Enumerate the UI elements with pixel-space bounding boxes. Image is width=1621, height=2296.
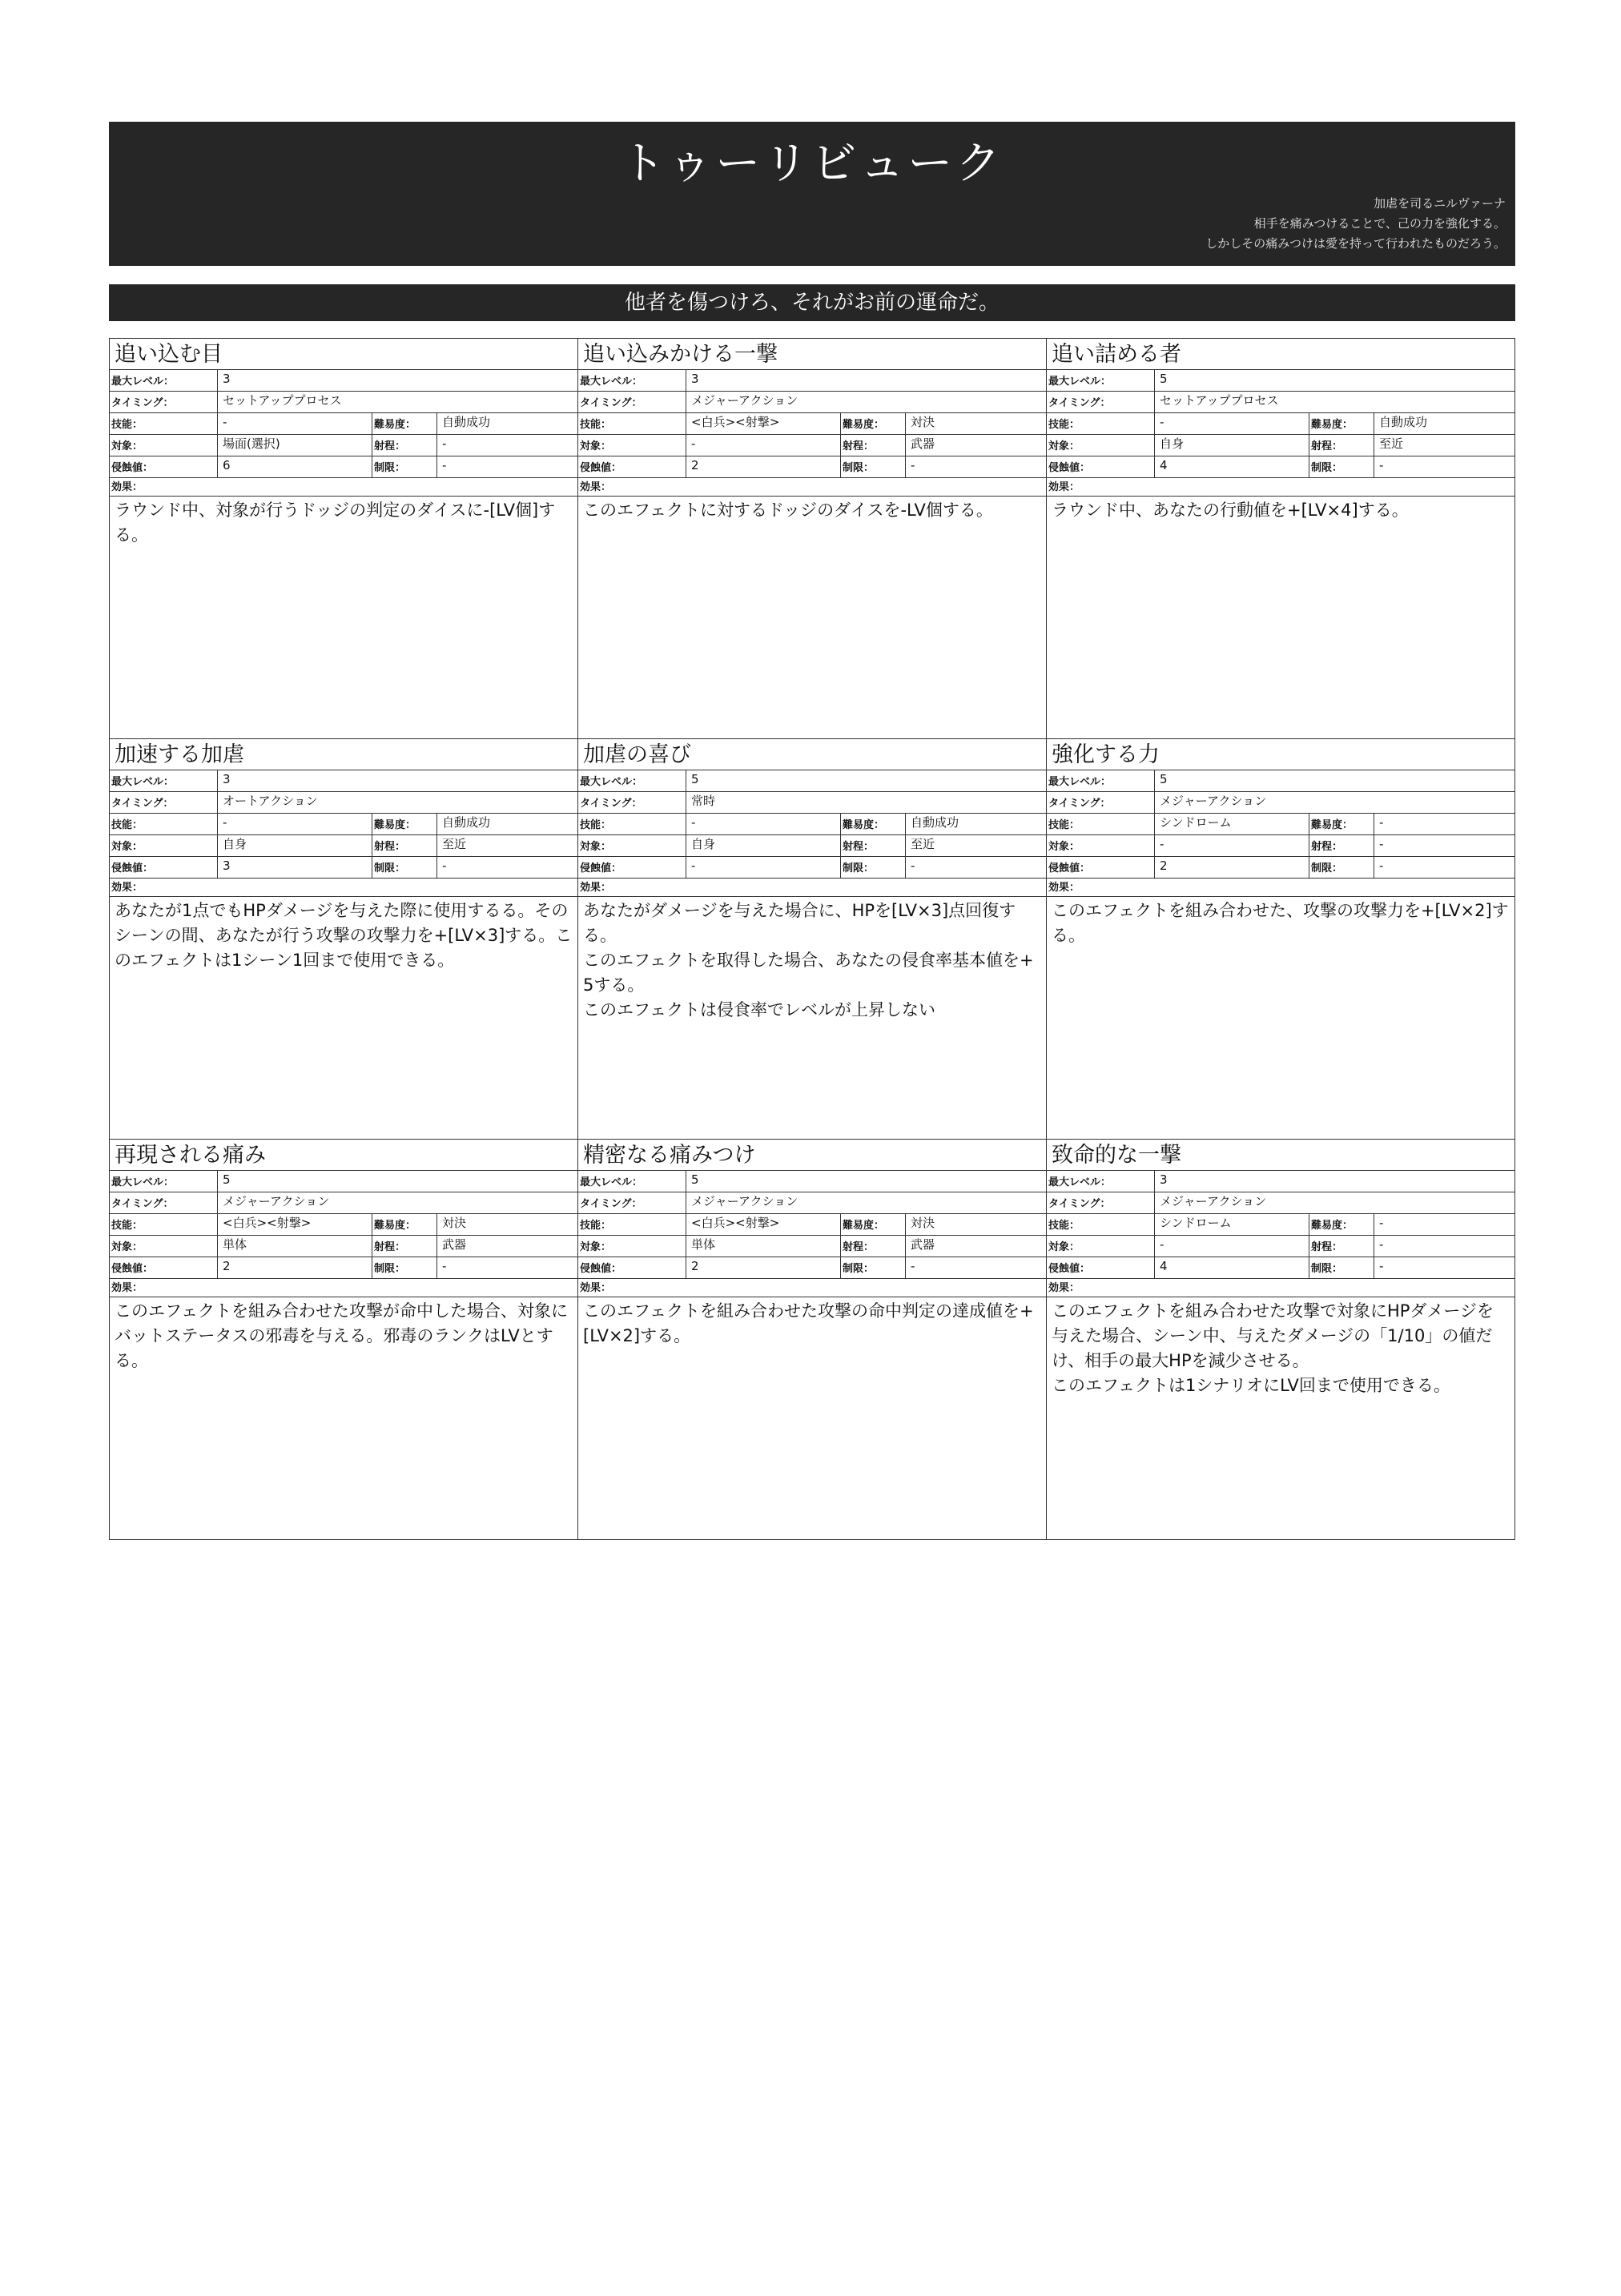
effect-name: 強化する力 — [1047, 739, 1514, 770]
limit-value: - — [442, 458, 447, 472]
erosion-label: 侵蝕値： — [110, 857, 218, 878]
erosion-value: 3 — [218, 857, 372, 878]
erosion-value: 2 — [1155, 857, 1309, 878]
erosion-label: 侵蝕値： — [1047, 857, 1155, 878]
timing-label: タイミング： — [110, 1192, 218, 1213]
skill-value: - — [218, 814, 372, 834]
difficulty-value: 自動成功 — [442, 815, 491, 830]
target-value: 自身 — [686, 835, 841, 856]
max-level-label: 最大レベル： — [110, 370, 218, 391]
timing-value: メジャーアクション — [1160, 794, 1267, 808]
max-level-value: 5 — [691, 1172, 699, 1187]
effect-label: 効果： — [578, 879, 1046, 897]
target-value: 場面(選択) — [218, 435, 372, 456]
range-value: - — [1379, 837, 1384, 851]
range-value: - — [1379, 1237, 1384, 1252]
limit-label: 制限： — [841, 857, 906, 878]
erosion-value: - — [686, 857, 841, 878]
difficulty-label: 難易度： — [372, 413, 437, 434]
effect-name: 致命的な一撃 — [1047, 1140, 1514, 1171]
effect-name: 追い詰める者 — [1047, 339, 1514, 370]
range-value: 至近 — [1379, 436, 1404, 451]
skill-value: - — [218, 413, 372, 434]
max-level-label: 最大レベル： — [1047, 770, 1155, 791]
effect-text: あなたがダメージを与えた場合に、HPを[LV×3]点回復する。 このエフェクトを取得した場合、あなたの侵食率基本値を+5する。 このエフェクトは侵食率でレベルが上昇しない — [583, 901, 1034, 1019]
difficulty-value: 対決 — [442, 1216, 467, 1230]
limit-label: 制限： — [372, 857, 437, 878]
range-label: 射程： — [841, 835, 906, 856]
difficulty-value: 対決 — [911, 1216, 935, 1230]
difficulty-label: 難易度： — [372, 814, 437, 834]
erosion-label: 侵蝕値： — [578, 456, 686, 477]
difficulty-value: 自動成功 — [442, 415, 491, 429]
timing-value: オートアクション — [223, 794, 318, 808]
flavor-line: 加虐を司るニルヴァーナ — [1374, 196, 1506, 211]
effect-label: 効果： — [110, 879, 577, 897]
range-value: 至近 — [911, 837, 935, 851]
limit-label: 制限： — [841, 1257, 906, 1278]
limit-label: 制限： — [841, 456, 906, 477]
max-level-value: 3 — [223, 772, 231, 786]
skill-label: 技能： — [110, 814, 218, 834]
skill-label: 技能： — [110, 413, 218, 434]
effect-card — [1047, 1140, 1515, 1540]
skill-label: 技能： — [1047, 814, 1155, 834]
target-label: 対象： — [578, 835, 686, 856]
timing-label: タイミング： — [1047, 1192, 1155, 1213]
difficulty-label: 難易度： — [841, 1214, 906, 1235]
max-level-value: 5 — [691, 772, 699, 786]
effect-card — [110, 1140, 578, 1540]
timing-label: タイミング： — [1047, 792, 1155, 813]
skill-label: 技能： — [578, 413, 686, 434]
effect-text: あなたが1点でもHPダメージを与えた際に使用するる。そのシーンの間、あなたが行う攻撃の攻撃力を+[LV×3]する。このエフェクトは1シーン1回まで使用できる。 — [115, 901, 573, 970]
timing-value: セットアッププロセス — [223, 393, 342, 408]
range-value: 武器 — [911, 1237, 935, 1252]
flavor-line: 相手を痛みつけることで、己の力を強化する。 — [1253, 216, 1506, 231]
limit-value: - — [911, 458, 915, 472]
max-level-label: 最大レベル： — [1047, 1171, 1155, 1192]
effect-label: 効果： — [1047, 879, 1514, 897]
difficulty-label: 難易度： — [1309, 413, 1374, 434]
difficulty-value: - — [1379, 815, 1384, 830]
max-level-value: 3 — [691, 372, 699, 386]
range-label: 射程： — [372, 835, 437, 856]
max-level-value: 5 — [1160, 772, 1168, 786]
effect-card — [1047, 339, 1515, 739]
timing-label: タイミング： — [578, 792, 686, 813]
range-label: 射程： — [1309, 435, 1374, 456]
skill-value: <白兵><射撃> — [218, 1214, 372, 1235]
effect-text: このエフェクトを組み合わせた攻撃が命中した場合、対象にバットステータスの邪毒を与える。邪毒のランクはLVとする。 — [115, 1301, 568, 1370]
effect-card — [578, 339, 1047, 739]
effect-name: 加速する加虐 — [110, 739, 577, 770]
effect-text: このエフェクトを組み合わせた攻撃の命中判定の達成値を+[LV×2]する。 — [583, 1301, 1034, 1345]
target-label: 対象： — [1047, 435, 1155, 456]
effect-card — [1047, 739, 1515, 1140]
erosion-label: 侵蝕値： — [110, 1257, 218, 1278]
skill-label: 技能： — [578, 814, 686, 834]
difficulty-value: - — [1379, 1216, 1384, 1230]
timing-value: メジャーアクション — [691, 1194, 798, 1208]
motto-banner: 他者を傷つけろ、それがお前の運命だ。 — [109, 284, 1515, 321]
range-value: 武器 — [442, 1237, 467, 1252]
limit-value: - — [442, 858, 447, 873]
effect-name: 追い込む目 — [110, 339, 577, 370]
header-banner — [109, 122, 1515, 266]
effect-name: 精密なる痛みつけ — [578, 1140, 1046, 1171]
effect-name: 追い込みかける一撃 — [578, 339, 1046, 370]
timing-value: メジャーアクション — [1160, 1194, 1267, 1208]
effect-card — [578, 739, 1047, 1140]
effect-text: このエフェクトに対するドッジのダイスを-LV個する。 — [583, 501, 993, 520]
target-value: - — [1155, 835, 1309, 856]
target-label: 対象： — [110, 835, 218, 856]
timing-label: タイミング： — [110, 792, 218, 813]
timing-label: タイミング： — [110, 392, 218, 412]
limit-label: 制限： — [372, 1257, 437, 1278]
skill-value: シンドローム — [1155, 814, 1309, 834]
limit-label: 制限： — [372, 456, 437, 477]
erosion-value: 4 — [1155, 456, 1309, 477]
range-value: 至近 — [442, 837, 467, 851]
difficulty-value: 自動成功 — [1379, 415, 1428, 429]
target-label: 対象： — [110, 435, 218, 456]
max-level-value: 5 — [1160, 372, 1168, 386]
limit-value: - — [911, 858, 915, 873]
page-title: トゥーリビューク — [620, 138, 1004, 190]
range-label: 射程： — [1309, 835, 1374, 856]
skill-value: シンドローム — [1155, 1214, 1309, 1235]
erosion-value: 2 — [686, 1257, 841, 1278]
timing-label: タイミング： — [578, 1192, 686, 1213]
range-label: 射程： — [841, 1236, 906, 1257]
limit-label: 制限： — [1309, 857, 1374, 878]
skill-label: 技能： — [110, 1214, 218, 1235]
effect-label: 効果： — [110, 1279, 577, 1297]
target-value: 単体 — [686, 1236, 841, 1257]
target-label: 対象： — [578, 1236, 686, 1257]
max-level-label: 最大レベル： — [578, 770, 686, 791]
flavor-text — [1205, 194, 1506, 254]
range-value: 武器 — [911, 436, 935, 451]
skill-value: <白兵><射撃> — [686, 413, 841, 434]
difficulty-value: 対決 — [911, 415, 935, 429]
range-label: 射程： — [841, 435, 906, 456]
erosion-label: 侵蝕値： — [578, 1257, 686, 1278]
range-label: 射程： — [1309, 1236, 1374, 1257]
effect-name: 再現される痛み — [110, 1140, 577, 1171]
difficulty-label: 難易度： — [1309, 814, 1374, 834]
difficulty-label: 難易度： — [841, 413, 906, 434]
erosion-value: 2 — [686, 456, 841, 477]
effect-card — [578, 1140, 1047, 1540]
erosion-label: 侵蝕値： — [1047, 1257, 1155, 1278]
limit-value: - — [442, 1259, 447, 1273]
limit-label: 制限： — [1309, 1257, 1374, 1278]
effect-name: 加虐の喜び — [578, 739, 1046, 770]
effect-text: ラウンド中、あなたの行動値を+[LV×4]する。 — [1052, 501, 1409, 520]
target-value: - — [1155, 1236, 1309, 1257]
flavor-line: しかしその痛みつけは愛を持って行われたものだろう。 — [1205, 236, 1506, 251]
effect-label: 効果： — [1047, 1279, 1514, 1297]
limit-label: 制限： — [1309, 456, 1374, 477]
timing-value: セットアッププロセス — [1160, 393, 1279, 408]
target-value: 単体 — [218, 1236, 372, 1257]
erosion-value: 6 — [218, 456, 372, 477]
max-level-label: 最大レベル： — [578, 1171, 686, 1192]
target-value: 自身 — [1155, 435, 1309, 456]
effect-label: 効果： — [578, 1279, 1046, 1297]
skill-label: 技能： — [1047, 1214, 1155, 1235]
target-label: 対象： — [1047, 1236, 1155, 1257]
target-label: 対象： — [110, 1236, 218, 1257]
range-value: - — [442, 436, 447, 451]
effect-text: ラウンド中、対象が行うドッジの判定のダイスに-[LV個]する。 — [115, 501, 556, 545]
limit-value: - — [1379, 858, 1384, 873]
max-level-value: 3 — [223, 372, 231, 386]
effect-label: 効果： — [110, 478, 577, 497]
effect-card — [110, 739, 578, 1140]
difficulty-label: 難易度： — [1309, 1214, 1374, 1235]
max-level-label: 最大レベル： — [1047, 370, 1155, 391]
max-level-label: 最大レベル： — [110, 770, 218, 791]
effect-card-grid — [109, 338, 1515, 1540]
effect-text: このエフェクトを組み合わせた攻撃で対象にHPダメージを与えた場合、シーン中、与えたダメージの「1/10」の値だけ、相手の最大HPを減少させる。 このエフェクトは1シナリオにLV回まで使用できる。 — [1052, 1301, 1494, 1395]
range-label: 射程： — [372, 1236, 437, 1257]
max-level-value: 5 — [223, 1172, 231, 1187]
effect-label: 効果： — [578, 478, 1046, 497]
timing-label: タイミング： — [578, 392, 686, 412]
timing-value: 常時 — [691, 794, 716, 808]
skill-value: <白兵><射撃> — [686, 1214, 841, 1235]
timing-value: メジャーアクション — [223, 1194, 330, 1208]
timing-label: タイミング： — [1047, 392, 1155, 412]
erosion-value: 4 — [1155, 1257, 1309, 1278]
target-value: - — [686, 435, 841, 456]
limit-value: - — [911, 1259, 915, 1273]
skill-value: - — [686, 814, 841, 834]
effect-text: このエフェクトを組み合わせた、攻撃の攻撃力を+[LV×2]する。 — [1052, 901, 1509, 945]
erosion-label: 侵蝕値： — [1047, 456, 1155, 477]
range-label: 射程： — [372, 435, 437, 456]
skill-value: - — [1155, 413, 1309, 434]
limit-value: - — [1379, 1259, 1384, 1273]
difficulty-label: 難易度： — [372, 1214, 437, 1235]
max-level-label: 最大レベル： — [578, 370, 686, 391]
limit-value: - — [1379, 458, 1384, 472]
effect-label: 効果： — [1047, 478, 1514, 497]
target-label: 対象： — [578, 435, 686, 456]
target-label: 対象： — [1047, 835, 1155, 856]
erosion-label: 侵蝕値： — [110, 456, 218, 477]
difficulty-value: 自動成功 — [911, 815, 959, 830]
max-level-value: 3 — [1160, 1172, 1168, 1187]
target-value: 自身 — [218, 835, 372, 856]
erosion-label: 侵蝕値： — [578, 857, 686, 878]
skill-label: 技能： — [1047, 413, 1155, 434]
timing-value: メジャーアクション — [691, 393, 798, 408]
skill-label: 技能： — [578, 1214, 686, 1235]
erosion-value: 2 — [218, 1257, 372, 1278]
max-level-label: 最大レベル： — [110, 1171, 218, 1192]
effect-card — [110, 339, 578, 739]
difficulty-label: 難易度： — [841, 814, 906, 834]
